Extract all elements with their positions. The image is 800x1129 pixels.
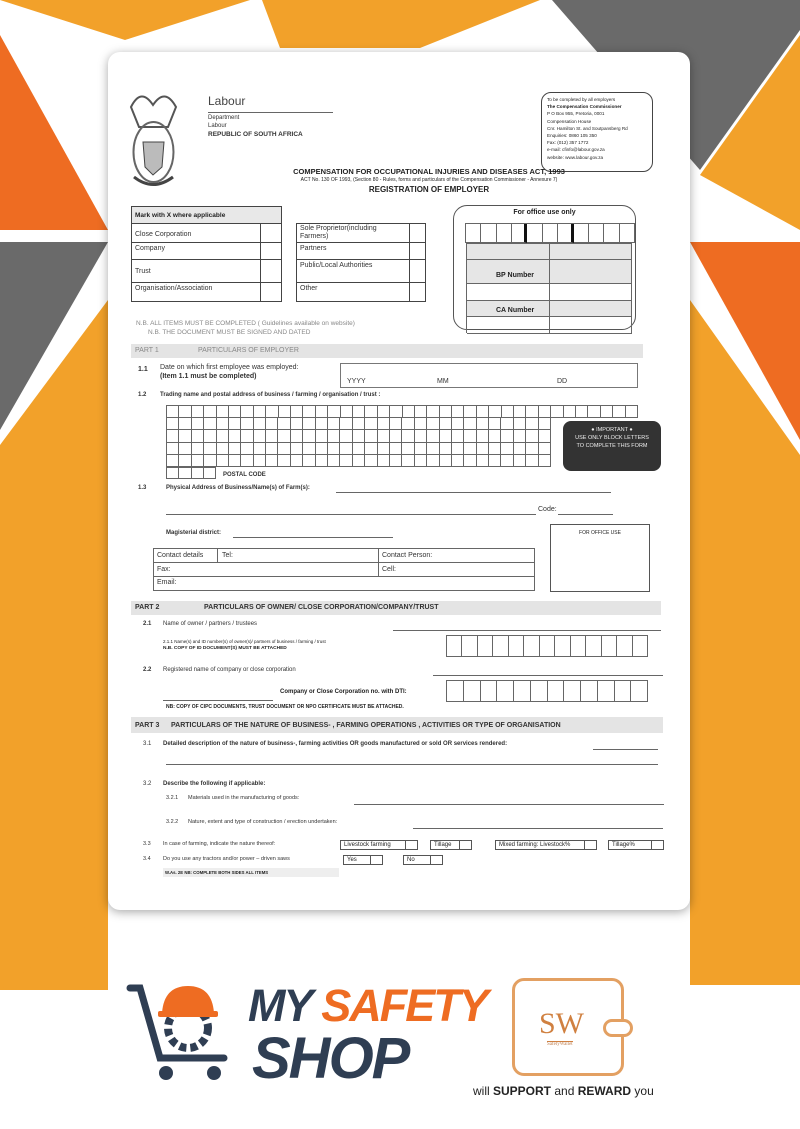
id-number-grid[interactable] [446, 635, 648, 657]
q2-1-label: Name of owner / partners / trustees [163, 621, 258, 627]
part3-header: PART 3 PARTICULARS OF THE NATURE OF BUSINESS- , FARMING OPERATIONS , ACTIVITIES OR TYPE OF ORGANISATION [131, 717, 663, 733]
q3-4-label: Do you use any tractors and/or power – driven saws [163, 856, 290, 862]
important-notice: ● IMPORTANT ● USE ONLY BLOCK LETTERS TO COMPLETE THIS FORM [563, 421, 661, 471]
form-title: REGISTRATION OF EMPLOYER [368, 185, 490, 194]
registered-name-input[interactable] [433, 675, 663, 676]
registered-name-input-2[interactable] [163, 700, 273, 701]
contact-person-field[interactable]: Contact Person: [382, 552, 433, 559]
q1-1-note: (Item 1.1 must be completed) [160, 373, 257, 380]
q3-2-1-label: Materials used in the manufacturing of goods: [188, 795, 300, 801]
business-description-input-2[interactable] [166, 764, 658, 765]
email-field[interactable]: Email: [157, 579, 177, 586]
option-close-corporation[interactable]: Close Corporation [135, 231, 192, 238]
tillage-percent-checkbox[interactable]: Tillage% [608, 840, 664, 850]
q3-2-1-num: 3.2.1 [166, 795, 179, 801]
q1-3-num: 1.3 [138, 485, 147, 491]
yes-checkbox[interactable]: Yes [343, 855, 383, 865]
registration-form-document [108, 52, 690, 910]
owner-name-input[interactable] [393, 630, 661, 631]
contact-box: To be completed by all employers The Compensation Commissioner P O Box 955, Pretoria, 0001 Compensation House Cnr. Hamilton St. and Soutpansberg Rd Enquiries: 0860 105 350 Fax: (012) 357 1772 e-mail: cfinfo@labour.gov.za website: www.labour.gov.za [541, 92, 653, 172]
code-input[interactable] [558, 514, 613, 515]
q3-1-label: Detailed description of the nature of business-, farming activities OR goods manufactured or sold OR services rendered: [163, 741, 508, 747]
office-use-title: For office use only [513, 209, 576, 216]
postal-code-label: POSTAL CODE [223, 472, 266, 478]
trading-name-grid-row[interactable] [166, 405, 638, 418]
act-subtitle: ACT No. 130 OF 1993, (Section 80 - Rules, forms and particulars of the Compensation Commissioner - Annexure 7) [300, 177, 558, 183]
office-number-grid [465, 223, 635, 243]
option-company[interactable]: Company [135, 245, 165, 252]
mixed-farming-livestock-checkbox[interactable]: Mixed farming: Livestock% [495, 840, 597, 850]
q3-4-num: 3.4 [143, 856, 151, 862]
physical-address-input[interactable] [336, 492, 611, 493]
q3-3-label: In case of farming, indicate the nature thereof: [163, 841, 276, 847]
cell-field[interactable]: Cell: [382, 566, 397, 573]
for-office-use-box: FOR OFFICE USE [550, 524, 650, 592]
sw-logo-text: SW [539, 1007, 584, 1040]
q2-2-num: 2.2 [143, 667, 152, 673]
livestock-farming-checkbox[interactable]: Livestock farming [340, 840, 418, 850]
q1-2-label: Trading name and postal address of business / farming / organisation / trust : [160, 392, 381, 398]
option-other[interactable]: Other [300, 285, 318, 292]
contact-details-label: Contact details [157, 552, 204, 559]
q2-1-1-label: 2.1.1 Name(s) and ID number(s) of owner(s)/ partners of business / farming / trust [163, 639, 326, 644]
q1-1-label: Date on which first employee was employed: [160, 364, 299, 371]
part2-header: PART 2 PARTICULARS OF OWNER/ CLOSE CORPORATION/COMPANY/TRUST [131, 601, 661, 615]
safety-wallet-logo [512, 978, 624, 1076]
dept-line: Department [208, 115, 240, 121]
act-title: COMPENSATION FOR OCCUPATIONAL INJURIES AND DISEASES ACT, 1993 [293, 167, 565, 176]
postal-address-grid[interactable] [166, 417, 551, 467]
form-footer-note: W.As. 2E NB: COMPLETE BOTH SIDES ALL ITEMS [163, 868, 339, 877]
q1-1-num: 1.1 [138, 366, 148, 373]
postal-code-grid[interactable] [166, 467, 216, 479]
dept-title: Labour [208, 94, 246, 108]
q3-2-2-label: Nature, extent and type of construction / erection undertaken: [188, 819, 338, 825]
option-public-authorities[interactable]: Public/Local Authorities [300, 262, 373, 269]
ca-number-label: CA Number [496, 307, 535, 314]
country-name: REPUBLIC OF SOUTH AFRICA [208, 131, 303, 138]
first-employee-date-input[interactable]: YYYY MM DD [340, 363, 638, 388]
part1-header: PART 1 PARTICULARS OF EMPLOYER [131, 344, 643, 358]
q2-1-1-note: N.B. COPY OF ID DOCUMENT(S) MUST BE ATTACHED [163, 646, 287, 651]
entity-type-right [296, 223, 426, 302]
office-number-table [466, 243, 632, 333]
q1-3-label: Physical Address of Business/Name(s) of Farm(s): [166, 485, 310, 491]
wallet-clasp-icon [603, 1019, 633, 1037]
materials-input[interactable] [354, 804, 664, 805]
note: N.B. ALL ITEMS MUST BE COMPLETED ( Guidelines available on website) [136, 320, 355, 327]
physical-address-input-2[interactable] [166, 514, 536, 515]
dti-label: Company or Close Corporation no. with DTI: [280, 689, 407, 695]
q2-1-num: 2.1 [143, 621, 152, 627]
cipc-note: NB: COPY OF CIPC DOCUMENTS, TRUST DOCUMENT OR NPO CERTIFICATE MUST BE ATTACHED. [166, 704, 404, 710]
bp-number-label: BP Number [496, 272, 534, 279]
tagline: will SUPPORT and REWARD you [473, 1084, 654, 1098]
tillage-checkbox[interactable]: Tillage [430, 840, 472, 850]
option-sole-proprietor[interactable]: Sole Proprietor(including Farmers) [300, 225, 377, 240]
code-label: Code: [538, 506, 557, 513]
option-partners[interactable]: Partners [300, 245, 327, 252]
option-trust[interactable]: Trust [135, 268, 151, 275]
magisterial-district-label: Magisterial district: [166, 530, 222, 536]
dept-line: Labour [208, 123, 227, 129]
tel-field[interactable]: Tel: [222, 552, 233, 559]
fax-field[interactable]: Fax: [157, 566, 171, 573]
brand-name-line1: MY SAFETY [248, 980, 487, 1031]
shopping-cart-hardhat-logo-icon [126, 978, 236, 1083]
q3-3-num: 3.3 [143, 841, 151, 847]
entity-type-left: Mark with X where applicable Close Corporation Company Trust Organisation/Association [131, 206, 282, 302]
magisterial-district-input[interactable] [233, 537, 393, 538]
no-checkbox[interactable]: No [403, 855, 443, 865]
q1-2-num: 1.2 [138, 392, 147, 398]
q3-2-2-num: 3.2.2 [166, 819, 179, 825]
construction-input[interactable] [413, 828, 663, 829]
q3-1-num: 3.1 [143, 741, 152, 747]
q3-2-num: 3.2 [143, 781, 152, 787]
brand-name-line2: SHOP [252, 1026, 409, 1091]
dti-number-grid[interactable] [446, 680, 648, 702]
sw-logo-subtext: SafetyWallet [547, 1042, 573, 1047]
note: N.B. THE DOCUMENT MUST BE SIGNED AND DATED [148, 329, 311, 336]
q3-2-label: Describe the following if applicable: [163, 781, 266, 787]
contact-details-table [153, 548, 535, 591]
q2-2-label: Registered name of company or close corporation [163, 667, 296, 673]
option-organisation[interactable]: Organisation/Association [135, 285, 213, 292]
business-description-input[interactable] [593, 749, 658, 750]
